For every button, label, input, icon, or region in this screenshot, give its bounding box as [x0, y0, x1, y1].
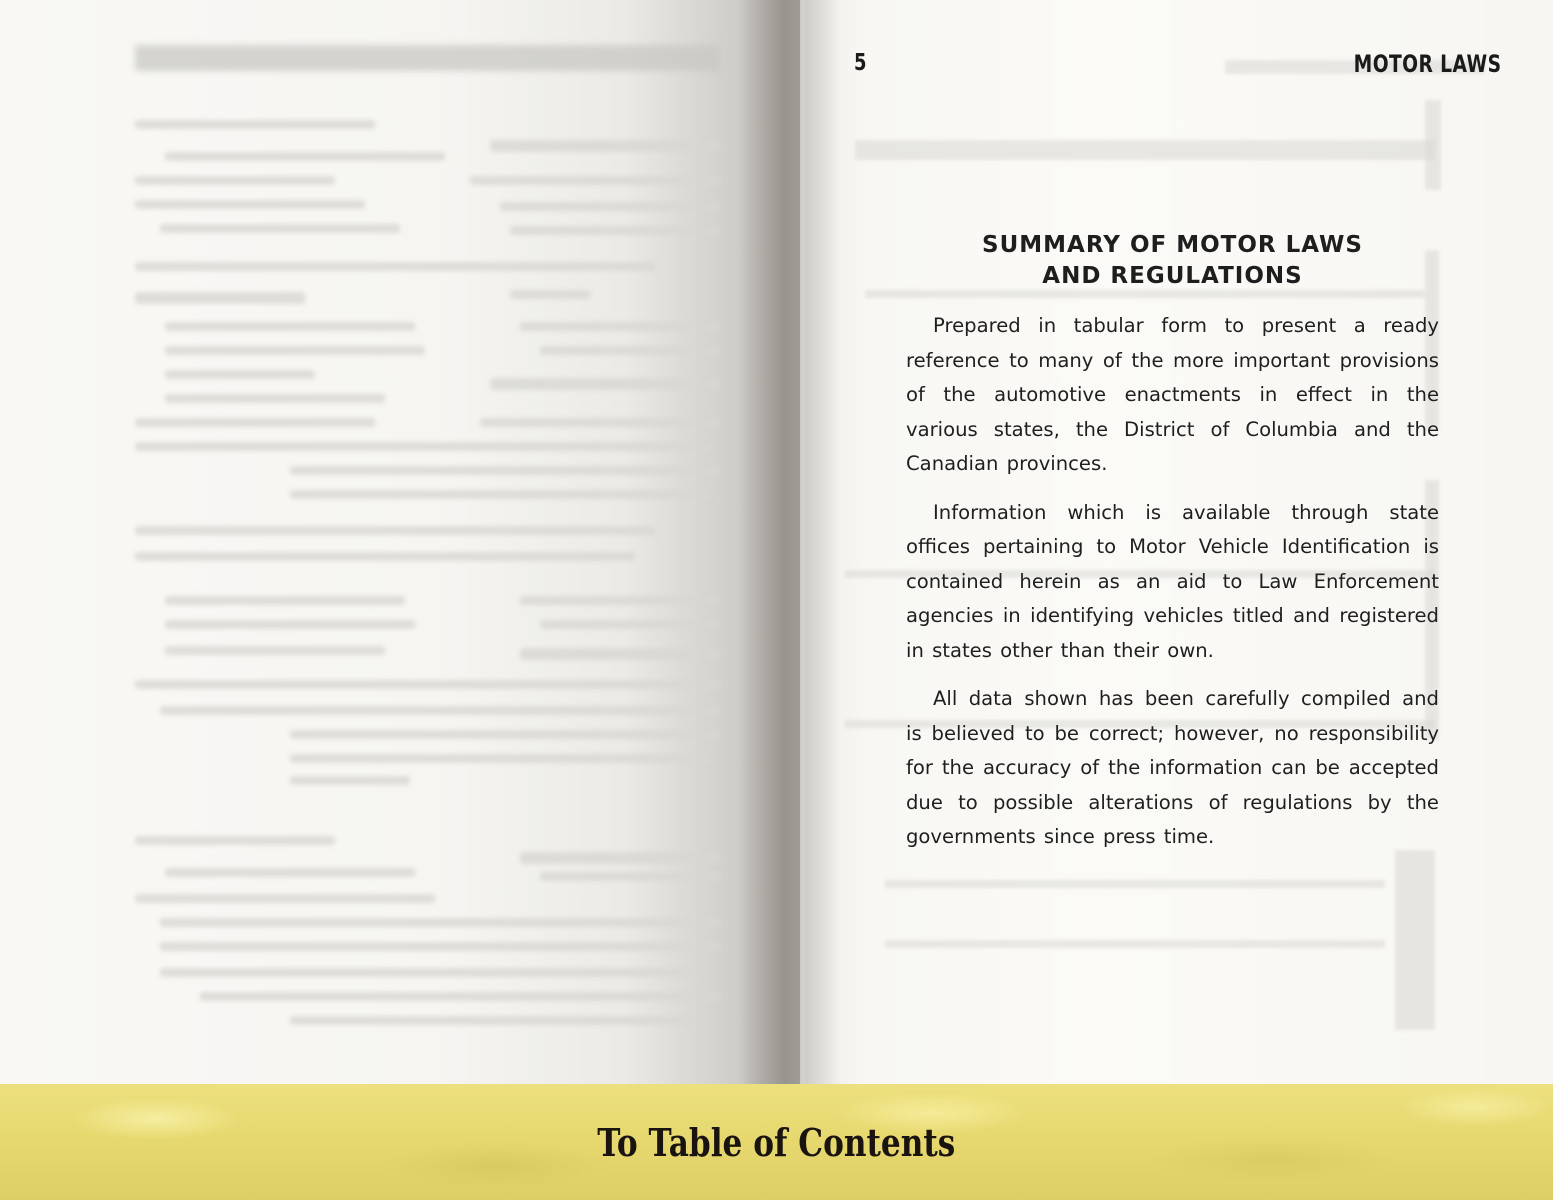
body-paragraph: Information which is available through state offices pertaining to Motor Vehicle Identification is contained herein as an aid to Law Enforcement agencies in identifying vehicles titled and registered in states other than their own.	[906, 500, 1439, 662]
footer-banner	[0, 1084, 1553, 1200]
body-paragraph: Prepared in tabular form to present a ready reference to many of the more important provisions of the automotive enactments in effect in the various states, the District of Columbia and the Canadian provinces.	[906, 314, 1439, 475]
body-paragraph: All data shown has been carefully compiled and is believed to be correct; however, no responsibility for the accuracy of the information can be accepted due to possible alterations of regulations by the governments since press time.	[906, 687, 1439, 848]
page-body	[906, 309, 1439, 869]
page-number: 5	[854, 50, 867, 76]
book-gutter-shadow	[740, 0, 840, 1084]
title-line-1: SUMMARY OF MOTOR LAWS	[982, 232, 1363, 258]
table-of-contents-link[interactable]	[0, 1120, 1553, 1165]
left-page-header-blur	[135, 45, 720, 71]
title-line-2: AND REGULATIONS	[1042, 263, 1303, 289]
right-page	[805, 0, 1553, 1084]
left-page	[0, 0, 800, 1084]
running-head: MOTOR LAWS	[1353, 50, 1501, 78]
toc-link-label: To Table of Contents	[597, 1120, 956, 1165]
page-title	[906, 230, 1439, 292]
